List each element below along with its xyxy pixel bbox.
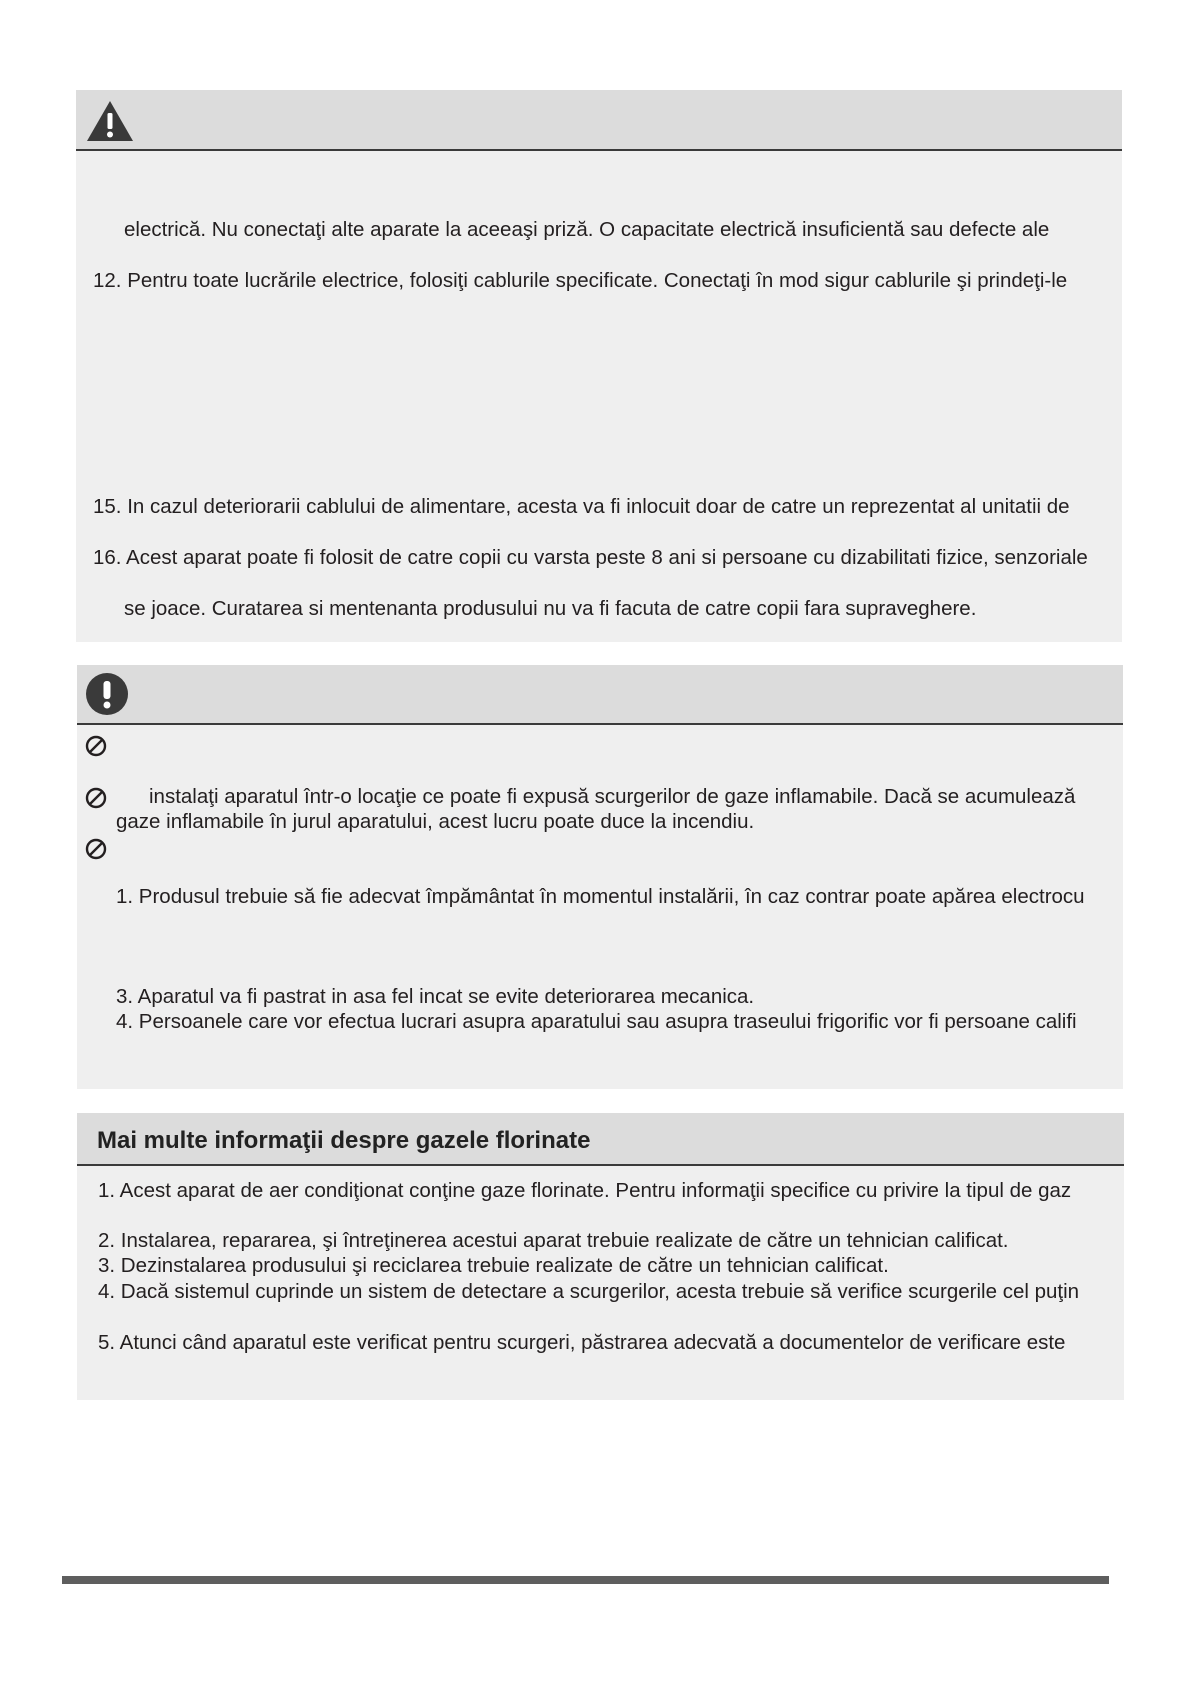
info-line: 4. Dacă sistemul cuprinde un sistem de detectare a scurgerilor, acesta trebuie să verifice scurgerile cel puţin (98, 1280, 1080, 1303)
warning-line: electrică. Nu conectaţi alte aparate la aceeaşi priză. O capacitate electrică insuficientă sau defecte ale (124, 218, 1050, 241)
prohibited-icon (85, 787, 107, 809)
info-line: 1. Acest aparat de aer condiţionat conţine gaze florinate. Pentru informaţii specifice cu privire la tipul de gaz (98, 1179, 1072, 1202)
warning-line: 15. In cazul deteriorarii cablului de alimentare, acesta va fi inlocuit doar de catre un reprezentat al unitatii de (93, 495, 1070, 518)
caution-line: 3. Aparatul va fi pastrat in asa fel incat se evite deteriorarea mecanica. (116, 985, 755, 1008)
caution-section (77, 665, 1123, 1089)
warning-header (76, 90, 1122, 151)
caution-line: instalaţi aparatul într-o locaţie ce poate fi expusă scurgerilor de gaze inflamabile. Dacă se acumulează (149, 785, 1076, 808)
prohibited-icon (85, 735, 107, 757)
warning-section (76, 90, 1122, 642)
info-line: 3. Dezinstalarea produsului şi reciclarea trebuie realizate de către un tehnician calificat. (98, 1254, 889, 1277)
warning-line: se joace. Curatarea si mentenanta produsului nu va fi facuta de catre copii fara supraveghere. (124, 597, 977, 620)
caution-line: 1. Produsul trebuie să fie adecvat împământat în momentul instalării, în caz contrar poate apărea electrocu (116, 885, 1085, 908)
caution-header (77, 665, 1123, 725)
warning-line: 12. Pentru toate lucrările electrice, folosiţi cablurile specificate. Conectaţi în mod sigur cablurile şi prindeţi-le (93, 269, 1068, 292)
caution-line: gaze inflamabile în jurul aparatului, acest lucru poate duce la incendiu. (116, 810, 755, 833)
warning-triangle-icon (85, 99, 135, 143)
exclamation-circle-icon (85, 672, 129, 716)
info-line: 2. Instalarea, repararea, şi întreţinerea acestui aparat trebuie realizate de către un tehnician calificat. (98, 1229, 1009, 1252)
info-section (77, 1113, 1124, 1400)
prohibited-icon (85, 838, 107, 860)
caution-line: 4. Persoanele care vor efectua lucrari asupra aparatului sau asupra traseului frigorific vor fi persoane califi (116, 1010, 1077, 1033)
footer-rule (62, 1576, 1109, 1584)
warning-line: 16. Acest aparat poate fi folosit de catre copii cu varsta peste 8 ani si persoane cu dizabilitati fizice, senzoriale (93, 546, 1088, 569)
info-header (77, 1113, 1124, 1166)
info-title: Mai multe informaţii despre gazele florinate (97, 1127, 591, 1154)
info-line: 5. Atunci când aparatul este verificat pentru scurgeri, păstrarea adecvată a documentelor de verificare este (98, 1331, 1066, 1354)
